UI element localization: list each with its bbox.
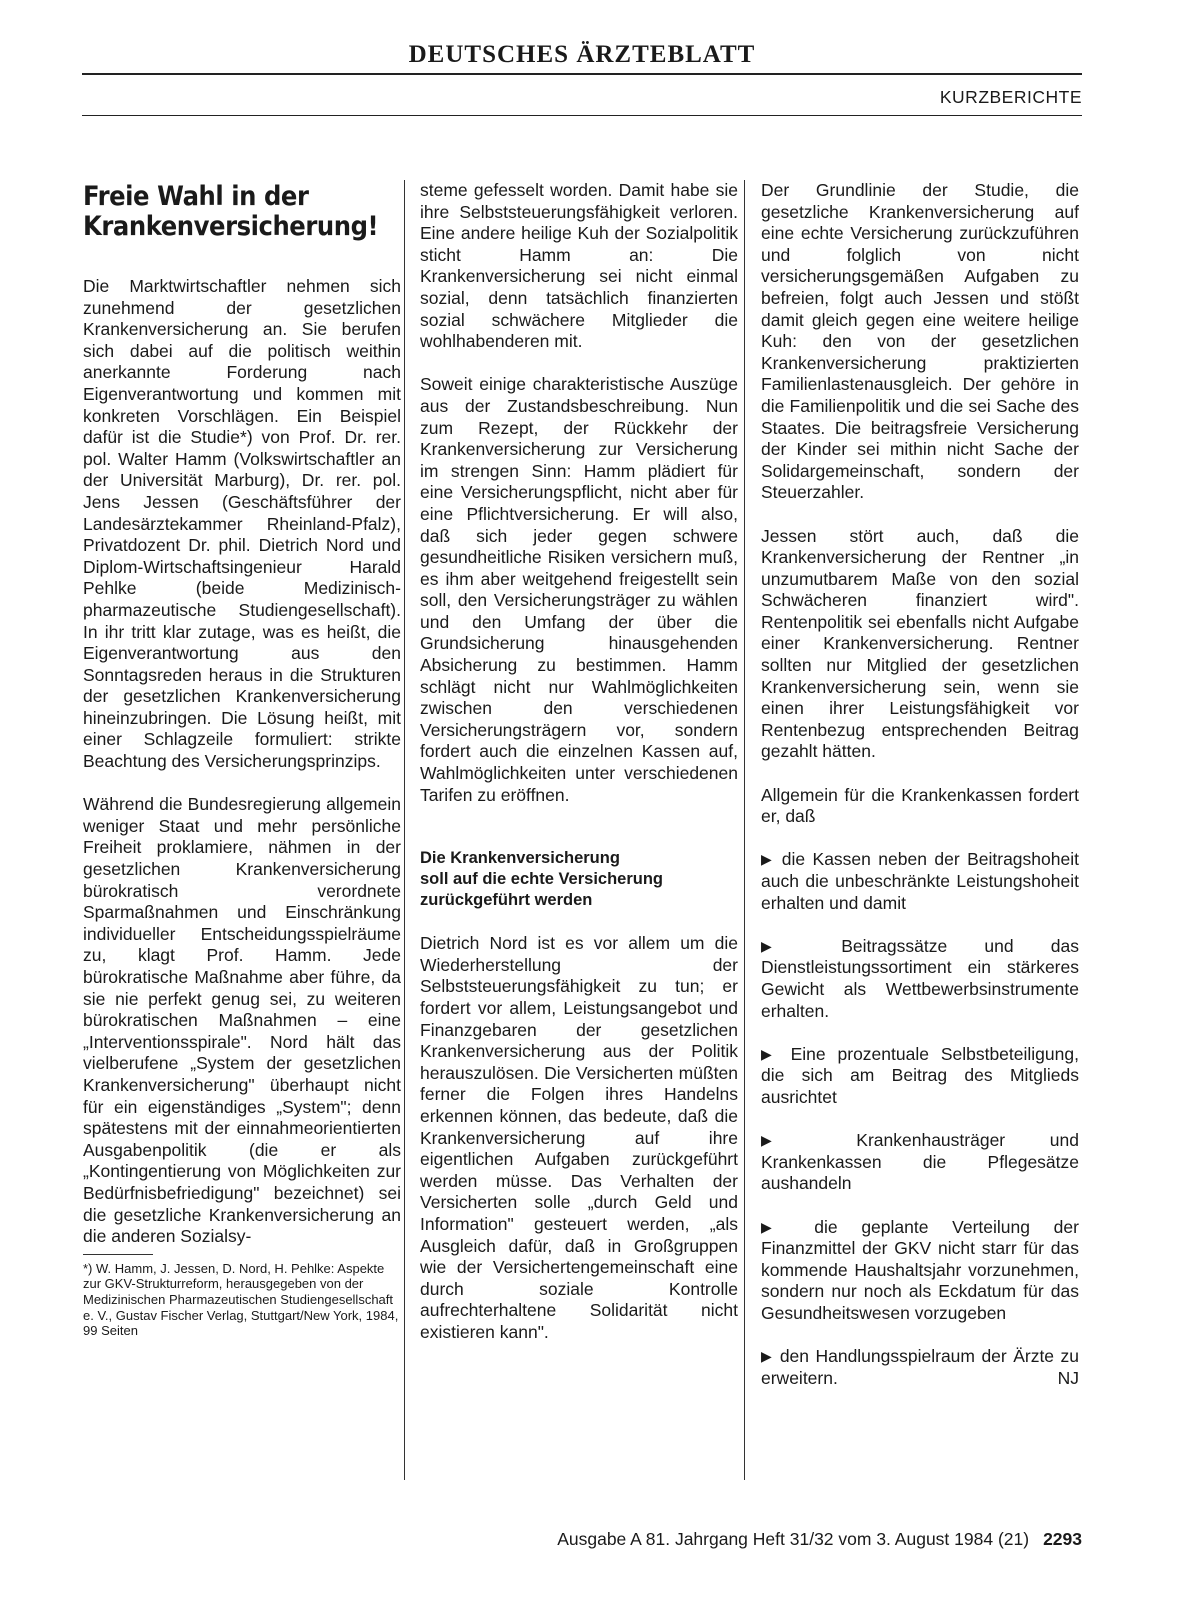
triangle-right-icon: ▶ xyxy=(761,851,775,868)
triangle-right-icon: ▶ xyxy=(761,1045,779,1062)
column-divider xyxy=(744,180,745,1480)
paragraph: Soweit einige charakteristische Auszüge aus der Zustandsbeschreibung. Nun zum Rezept, der Rückkehr der Krankenversicherung zur Versicherung im strengen Sinn: Hamm plädiert für eine Versicherungspflicht, nicht aber für eine Pflichtversicherung. Er will also, daß sich jeder gegen schwere gesundheitliche Risiken versichern muß, es ihm aber weitgehend freigestellt sein soll, den Versicherungsträger zu wählen und den Umfang der über die Grundsicherung hinausgehenden Absicherung zu bestimmen. Hamm schlägt nicht nur Wahlmöglichkeiten zwischen den verschiedenen Versicherungsträgern vor, sondern fordert auch die einzelnen Kassen auf, Wahlmöglichkeiten unter verschiedenen Tarifen zu eröffnen. xyxy=(420,374,738,805)
list-item: ▶ die Kassen neben der Beitragshoheit auch die unbeschränkte Leistungshoheit erhalten und damit xyxy=(761,849,1079,913)
list-item: ▶ Krankenhausträger und Krankenkassen die Pflegesätze aushandeln xyxy=(761,1130,1079,1194)
triangle-right-icon: ▶ xyxy=(761,1348,774,1365)
paragraph: Die Marktwirtschaftler nehmen sich zunehmend der gesetzlichen Krankenversicherung an. Sie berufen sich dabei auf die politisch weithin anerkannte Forderung nach Eigenverantwortung und kommen mit konkreten Vorschlägen. Ein Beispiel dafür ist die Studie*) von Prof. Dr. rer. pol. Walter Hamm (Volkswirtschaftler an der Universität Marburg), Dr. rer. pol. Jens Jessen (Geschäftsführer der Landesärztekammer Rheinland-Pfalz), Privatdozent Dr. phil. Dietrich Nord und Diplom-Wirtschaftsingenieur Harald Pehlke (beide Medizinisch-pharmazeutische Studiengesellschaft). In ihr tritt klar zutage, was es heißt, die Eigenverantwortung aus den Sonntagsreden heraus in die Strukturen der gesetzlichen Krankenversicherung hineinzubringen. Die Lösung heißt, mit einer Schlagzeile formuliert: strikte Beachtung des Versicherungsprinzips. xyxy=(83,276,401,772)
footnote: *) W. Hamm, J. Jessen, D. Nord, H. Pehlke: Aspekte zur GKV-Strukturreform, herausgegeben von der Medizinischen Pharmazeutischen Studiengesellschaft e. V., Gustav Fischer Verlag, Stuttgart/New York, 1984, 99 Seiten xyxy=(83,1260,399,1339)
list-item: ▶ Beitragssätze und das Dienstleistungssortiment ein stärkeres Gewicht als Wettbewerbsinstrumente erhalten. xyxy=(761,935,1079,1021)
column-1 xyxy=(83,182,401,1360)
column-3 xyxy=(761,180,1079,1411)
page-number: 2293 xyxy=(1043,1529,1082,1549)
paragraph: steme gefesselt worden. Damit habe sie ihre Selbststeuerungsfähigkeit verloren. Eine andere heilige Kuh der Sozialpolitik sticht Hamm an: Die Krankenversicherung sei nicht einmal sozial, denn tatsächlich finanzierten sozial schwächere Mitglieder die wohlhabenderen mit. xyxy=(420,180,738,352)
paragraph: Dietrich Nord ist es vor allem um die Wiederherstellung der Selbststeuerungsfähigkeit zu tun; er fordert vor allem, Leistungsangebot und Finanzgebaren der gesetzlichen Krankenversicherung aus der Politik herauszulösen. Die Versicherten müßten ferner die Folgen ihres Handelns erkennen können, das bedeute, daß die Krankenversicherung auf ihre eigentlichen Aufgaben zurückgeführt werden müsse. Das Verhalten der Versicherten solle „durch Geld und Information" gesteuert werden, „als Ausgleich dafür, daß in Großgruppen wie der Versichertengemeinschaft eine durch soziale Kontrolle aufrechterhaltene Solidarität nicht existieren kann". xyxy=(420,933,738,1342)
paragraph: Während die Bundesregierung allgemein weniger Staat und mehr persönliche Freiheit proklamiere, nähmen in der gesetzlichen Krankenversicherung bürokratisch verordnete Sparmaßnahmen und Einschränkung individueller Entscheidungsspielräume zu, klagt Prof. Hamm. Jede bürokratische Maßnahme aber führe, da sie nie perfekt genug sei, zu weiteren bürokratischen Maßnahmen – eine „Interventionsspirale". Nord hält das vielberufene „System der gesetzlichen Krankenversicherung" überhaupt nicht für ein eigenständiges „System"; denn spätestens mit der einnahmeorientierten Ausgabenpolitik (die er als „Kontingentierung von Möglichkeiten zur Bedürfnisbefriedigung" bezeichnet) sei die gesetzliche Krankenversicherung an die anderen Sozialsy- xyxy=(83,794,401,1247)
page-footer xyxy=(557,1528,1082,1550)
issue-info: Ausgabe A 81. Jahrgang Heft 31/32 vom 3. August 1984 (21) xyxy=(557,1529,1030,1549)
triangle-right-icon: ▶ xyxy=(761,1218,791,1235)
section-rule xyxy=(82,115,1082,116)
article-title: Freie Wahl in der Krankenversicherung! xyxy=(83,181,379,242)
paragraph: Jessen stört auch, daß die Krankenversicherung der Rentner „in unzumutbarem Maße von den sozial Schwächeren finanziert wird". Rentenpolitik sei ebenfalls nicht Aufgabe einer Krankenversicherung. Rentner sollten nur Mitglied der gesetzlichen Krankenversicherung sein, wenn sie einen ihrer Leistungsfähigkeit vor Rentenbezug entsprechenden Beitrag gezahlt hätten. xyxy=(761,525,1079,762)
triangle-right-icon: ▶ xyxy=(761,1132,812,1149)
masthead-rule xyxy=(82,73,1082,75)
section-label: KURZBERICHTE xyxy=(939,87,1082,107)
paragraph: Der Grundlinie der Studie, die gesetzliche Krankenversicherung auf eine echte Versicherung zurückzuführen und folglich von nicht versicherungsgemäßen Aufgaben zu befreien, folgt auch Jessen und stößt damit gleich gegen eine weitere heilige Kuh: den von der gesetzlichen Krankenversicherung praktizierten Familienlastenausgleich. Der gehöre in die Familienpolitik und die sei Sache des Staates. Die beitragsfreie Versicherung der Kinder sei mithin nicht Sache der Solidargemeinschaft, sondern der Steuerzahler. xyxy=(761,180,1079,503)
list-item: ▶ den Handlungsspielraum der Ärzte zu erweitern. NJ xyxy=(761,1346,1079,1388)
column-divider xyxy=(404,180,405,1480)
subheading: Die Krankenversicherung soll auf die echte Versicherung zurückgeführt werden xyxy=(420,849,663,910)
masthead: DEUTSCHES ÄRZTEBLATT xyxy=(408,41,756,68)
column-2 xyxy=(420,180,738,1365)
list-item: ▶ Eine prozentuale Selbstbeteiligung, die sich am Beitrag des Mitglieds ausrichtet xyxy=(761,1043,1079,1107)
list-item: ▶ die geplante Verteilung der Finanzmittel der GKV nicht starr für das kommende Haushaltsjahr vorzunehmen, sondern nur noch als Eckdatum für das Gesundheitswesen vorzugeben xyxy=(761,1216,1079,1323)
footnote-rule xyxy=(83,1254,153,1255)
paragraph: Allgemein für die Krankenkassen fordert er, daß xyxy=(761,784,1079,827)
triangle-right-icon: ▶ xyxy=(761,937,805,954)
author-initials: NJ xyxy=(1057,1367,1079,1388)
